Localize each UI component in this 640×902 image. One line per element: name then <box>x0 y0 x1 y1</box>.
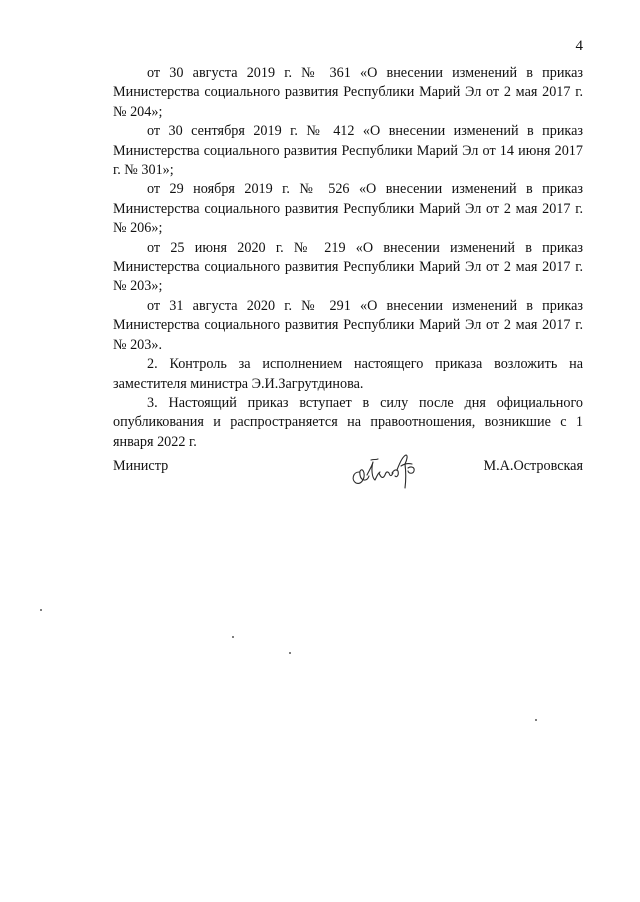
document-body <box>113 64 583 452</box>
order-reference-4: от 25 июня 2020 г. № 219 «О внесении изменений в приказ Министерства социального развития Республики Марий Эл от 2 мая 2017 г. № 203»; <box>113 239 583 295</box>
signatory-title: Министр <box>113 458 169 474</box>
scan-speck <box>40 609 42 611</box>
order-reference-1: от 30 августа 2019 г. № 361 «О внесении изменений в приказ Министерства социального развития Республики Марий Эл от 2 мая 2017 г. № 204»; <box>113 65 583 120</box>
page-number: 4 <box>575 38 583 54</box>
signatory-name: М.А.Островская <box>483 458 583 474</box>
order-reference-5: от 31 августа 2020 г. № 291 «О внесении изменений в приказ Министерства социального развития Республики Марий Эл от 2 мая 2017 г. № 203». <box>113 297 583 353</box>
order-reference-3: от 29 ноября 2019 г. № 526 «О внесении изменений в приказ Министерства социального развития Республики Марий Эл от 2 мая 2017 г. № 206»; <box>113 181 583 237</box>
scan-speck <box>535 719 537 721</box>
order-reference-2: от 30 сентября 2019 г. № 412 «О внесении изменений в приказ Министерства социального развития Республики Марий Эл от 14 июня 2017 г. № 301»; <box>113 123 583 179</box>
effective-date-clause: 3. Настоящий приказ вступает в силу после дня официального опубликования и распространяется на правоотношения, возникшие с 1 января 2022 г. <box>113 394 583 450</box>
handwritten-signature <box>345 442 425 494</box>
scan-speck <box>232 636 234 638</box>
signature-block <box>113 452 583 502</box>
scan-speck <box>289 652 291 654</box>
control-clause: 2. Контроль за исполнением настоящего приказа возложить на заместителя министра Э.И.Загрутдинова. <box>113 356 583 392</box>
